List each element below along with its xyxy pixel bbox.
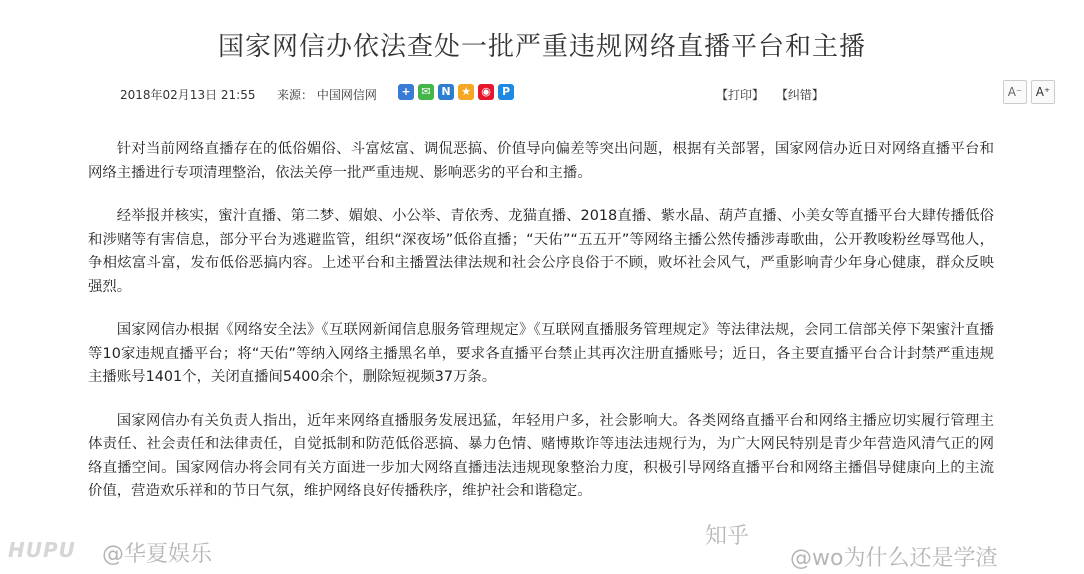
print-link[interactable]: 【打印】: [716, 88, 765, 102]
article-body: [88, 138, 994, 524]
wechat-share-icon[interactable]: ✉: [418, 84, 434, 100]
paragraph-2: 经举报并核实，蜜汁直播、第二梦、媚娘、小公举、青依秀、龙猫直播、2018直播、紫水晶、葫芦直播、小美女等直播平台大肆传播低俗和涉赌等有害信息，部分平台为逃避监管，组织“深夜场”低俗直播；“天佑”“五五开”等网络主播公然传播涉毒歌曲，公开教唆粉丝辱骂他人，争相炫富斗富，发布低俗恶搞内容。上述平台和主播置法律法规和社会公序良俗于不顾，败坏社会风气，严重影响青少年身心健康，群众反映强烈。: [88, 208, 994, 295]
article-title: 国家网信办依法查处一批严重违规网络直播平台和主播: [217, 32, 866, 62]
correct-link[interactable]: 【纠错】: [775, 88, 824, 102]
font-larger-button[interactable]: A⁺: [1031, 80, 1055, 104]
paragraph-4: 国家网信办有关负责人指出，近年来网络直播服务发展迅猛，年轻用户多，社会影响大。各类网络直播平台和网络主播应切实履行管理主体责任、社会责任和法律责任，自觉抵制和防范低俗恶搞、暴力色情、赌博欺诈等违法违规行为，为广大网民特别是青少年营造风清气正的网络直播空间。国家网信办将会同有关方面进一步加大网络直播违法违规现象整治力度，积极引导网络直播平台和网络主播倡导健康向上的主流价值，营造欢乐祥和的节日气氛，维护网络良好传播秩序，维护社会和谐稳定。: [88, 412, 994, 499]
publish-date: 2018年02月13日 21:55: [120, 88, 256, 102]
n-share-icon[interactable]: N: [438, 84, 454, 100]
share-toolbar: [398, 84, 514, 100]
font-smaller-button[interactable]: A⁻: [1003, 80, 1027, 104]
paragraph-1: 针对当前网络直播存在的低俗媚俗、斗富炫富、调侃恶搞、价值导向偏差等突出问题，根据有关部署，国家网信办近日对网络直播平台和网络主播进行专项清理整治，依法关停一批严重违规、影响恶劣的平台和主播。: [88, 141, 994, 181]
weibo-watermark: @wo为什么还是学渣: [790, 546, 998, 571]
article-source[interactable]: 来源： 中国网信网: [277, 88, 377, 102]
weibo-share-icon[interactable]: ◉: [478, 84, 494, 100]
zhihu-watermark: 知乎: [705, 524, 750, 549]
article-actions: [716, 86, 832, 104]
hupu-watermark: HUPU: [8, 538, 76, 562]
paragraph-3: 国家网信办根据《网络安全法》《互联网新闻信息服务管理规定》《互联网直播服务管理规定》等法律法规，会同工信部关停下架蜜汁直播等10家违规直播平台；将“天佑”等纳入网络主播黑名单，要求各直播平台禁止其再次注册直播账号；近日，各主要直播平台合计封禁严重违规主播账号1401个，关闭直播间5400余个，删除短视频37万条。: [88, 322, 994, 385]
channel-watermark: @华夏娱乐: [102, 542, 213, 567]
qzone-share-icon[interactable]: +: [398, 84, 414, 100]
p-share-icon[interactable]: P: [498, 84, 514, 100]
star-share-icon[interactable]: ★: [458, 84, 474, 100]
